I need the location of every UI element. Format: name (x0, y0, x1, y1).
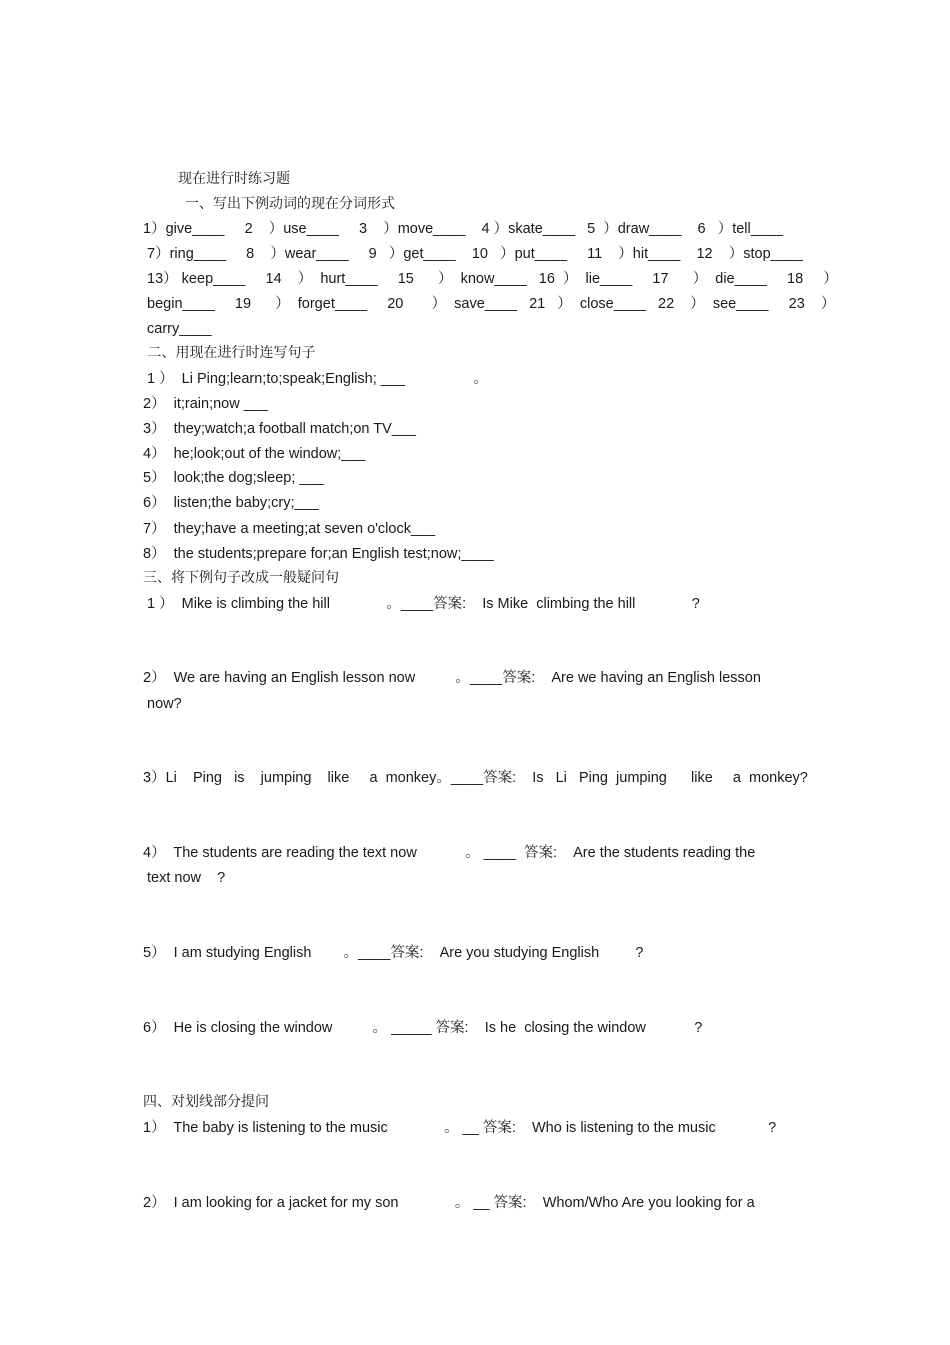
exercise-item: 4） he;look;out of the window;___ (143, 446, 366, 462)
verb-row: 13） keep____ 14 ） hurt____ 15 ） know____ 16 ） lie____ 17 ） die____ 18 ） (143, 271, 838, 287)
exercise-item: 6） listen;the baby;cry;___ (143, 495, 319, 511)
exercise-item: 1 ） Mike is climbing the hill 。____答案: Is Mike climbing the hill ? (143, 596, 700, 612)
section2-heading: 二、用现在进行时连写句子 (143, 345, 316, 361)
exercise-item: 4） The students are reading the text now 。 ____ 答案: Are the students reading the (143, 845, 756, 861)
verb-row: begin____ 19 ） forget____ 20 ） save____ 21 ） close____ 22 ） see____ 23 ） (143, 296, 836, 312)
exercise-item: 3） they;watch;a football match;on TV___ (143, 421, 416, 437)
page-title: 现在进行时练习题 (178, 171, 290, 187)
section4-heading: 四、对划线部分提问 (143, 1094, 269, 1110)
section1-heading: 一、写出下例动词的现在分词形式 (185, 196, 395, 212)
exercise-item: 2） it;rain;now ___ (143, 396, 268, 412)
exercise-item: 7） they;have a meeting;at seven o'clock___ (143, 521, 436, 537)
exercise-item-continued: now? (143, 696, 182, 712)
exercise-item-continued: text now ? (143, 870, 226, 886)
exercise-item: 5） I am studying English 。____答案: Are you studying English ? (143, 945, 644, 961)
exercise-item: 8） the students;prepare for;an English test;now;____ (143, 546, 494, 562)
exercise-item: 2） We are having an English lesson now 。____答案: Are we having an English lesson (143, 670, 761, 686)
exercise-item: 5） look;the dog;sleep; ___ (143, 470, 324, 486)
verb-row: 7）ring____ 8 ）wear____ 9 ）get____ 10 ）put____ 11 ）hit____ 12 ）stop____ (143, 246, 803, 262)
exercise-item: 1 ） Li Ping;learn;to;speak;English; ___ 。 (143, 371, 488, 387)
verb-row: carry____ (143, 321, 212, 337)
section3-heading: 三、将下例句子改成一般疑问句 (143, 570, 339, 586)
exercise-item: 1） The baby is listening to the music 。 __ 答案: Who is listening to the music ? (143, 1120, 777, 1136)
exercise-item: 3）Li Ping is jumping like a monkey。____答案: Is Li Ping jumping like a monkey? (143, 770, 808, 786)
verb-row: 1）give____ 2 ）use____ 3 ）move____ 4 ）skate____ 5 ）draw____ 6 ）tell____ (143, 221, 783, 237)
exercise-item: 2） I am looking for a jacket for my son 。 __ 答案: Whom/Who Are you looking for a (143, 1195, 755, 1211)
exercise-item: 6） He is closing the window 。 _____ 答案: Is he closing the window ? (143, 1020, 703, 1036)
